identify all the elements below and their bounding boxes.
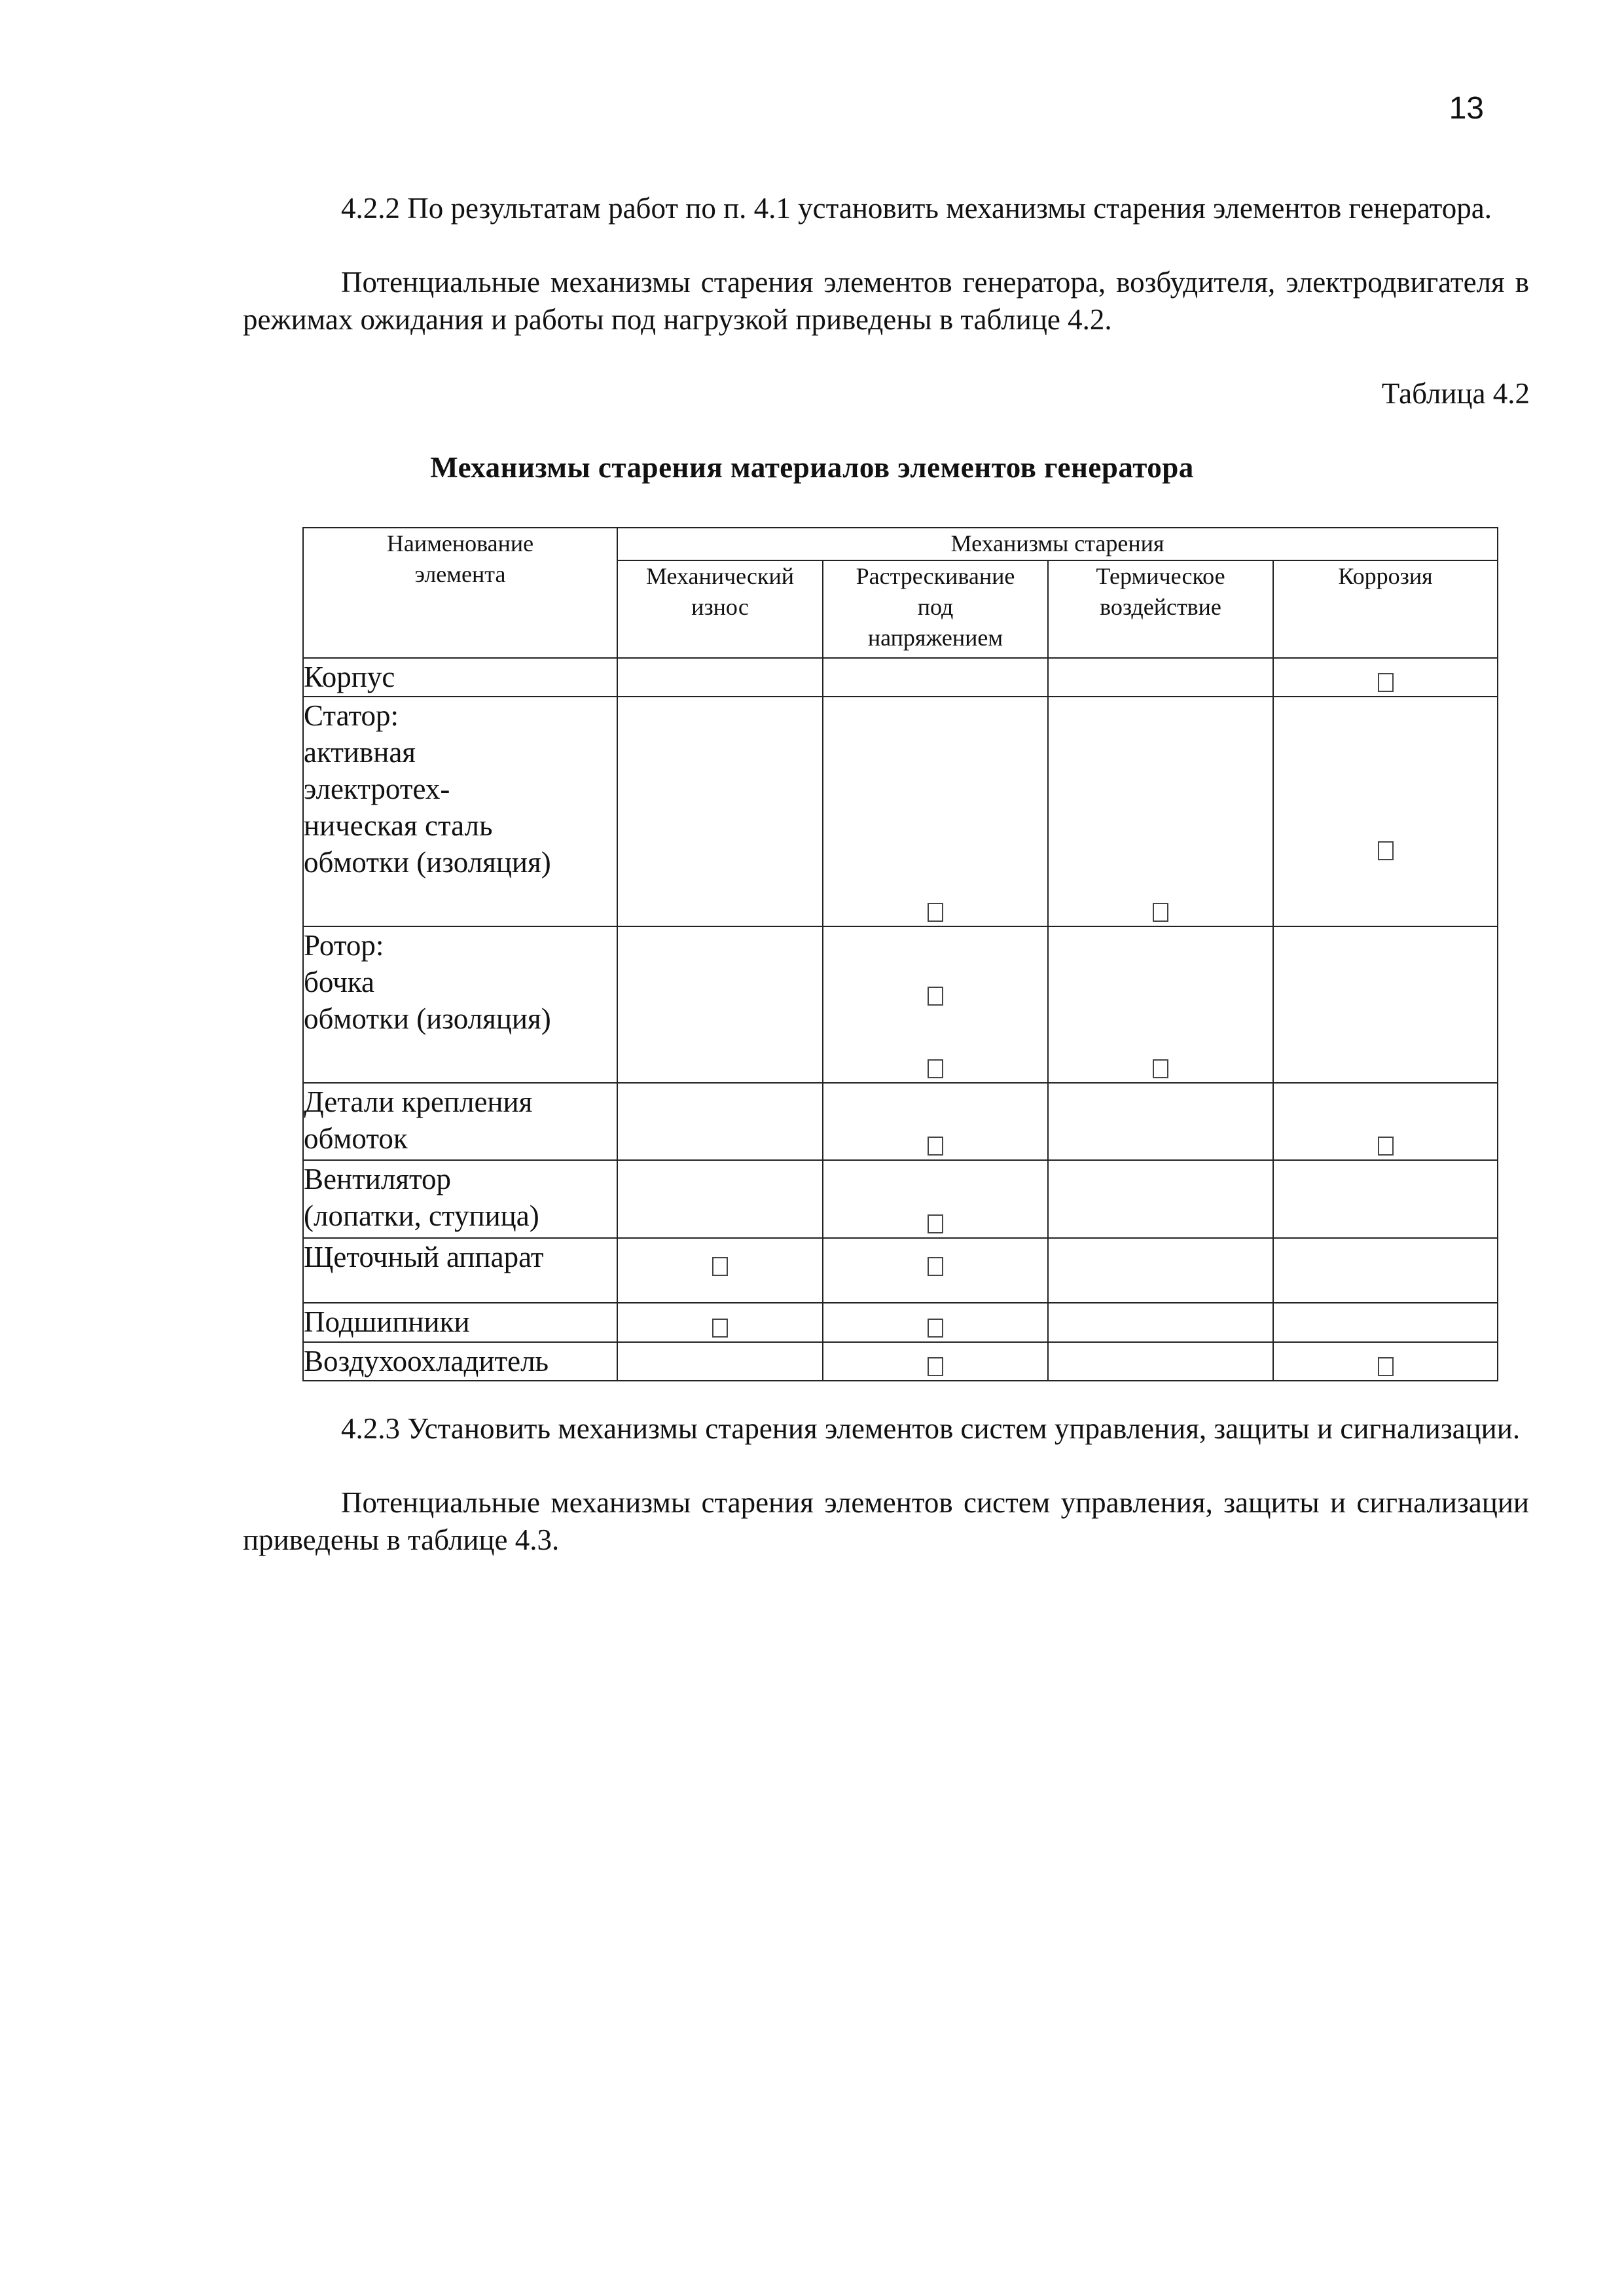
checkbox-icon: [1153, 1059, 1168, 1078]
aging-mechanisms-table: [302, 527, 1498, 1381]
checkbox-icon: [928, 1137, 943, 1156]
table-number: Таблица 4.2: [1381, 377, 1530, 410]
paragraph-potential-mechanisms-generator: Потенциальные механизмы старения элементов генератора, возбудителя, электродвигателя в режимах ожидания и работы под нагрузкой приведены в таблице 4.2.: [243, 266, 1529, 336]
checkbox-icon: [928, 1357, 943, 1376]
checkbox-icon: [1378, 1137, 1394, 1156]
checkbox-icon: [928, 1059, 943, 1078]
table-row: [303, 1083, 1498, 1160]
header-element-name: Наименование элемента: [303, 528, 617, 658]
header-aging-mechanisms: Механизмы старения: [617, 528, 1498, 560]
checkbox-icon: [928, 903, 943, 922]
table-header-row-1: [303, 528, 1498, 560]
row-name-winding-fasteners: Детали крепления обмоток: [303, 1083, 617, 1160]
paragraph-4-2-3: 4.2.3 Установить механизмы старения элементов систем управления, защиты и сигнализации.: [341, 1412, 1521, 1445]
checkbox-icon: [928, 1319, 943, 1338]
checkbox-icon: [1378, 841, 1394, 860]
row-name-bearings: Подшипники: [303, 1303, 617, 1342]
checkbox-icon: [1378, 673, 1394, 692]
checkbox-icon: [928, 1257, 943, 1276]
checkbox-icon: [1378, 1357, 1394, 1376]
table-row: [303, 1160, 1498, 1238]
table-row: [303, 658, 1498, 697]
checkbox-icon: [928, 1214, 943, 1233]
row-name-air-cooler: Воздухоохладитель: [303, 1342, 617, 1381]
checkbox-icon: [712, 1257, 728, 1276]
table-row: [303, 926, 1498, 1083]
row-name-fan: Вентилятор (лопатки, ступица): [303, 1160, 617, 1238]
header-corrosion: Коррозия: [1273, 560, 1498, 658]
header-stress-cracking: Растрескивание под напряжением: [823, 560, 1048, 658]
table-row: [303, 697, 1498, 926]
checkbox-icon: [928, 987, 943, 1006]
row-name-rotor: Ротор: бочка обмотки (изоляция): [303, 926, 617, 1083]
table-row: [303, 1238, 1498, 1303]
row-name-housing: Корпус: [303, 658, 617, 697]
page-number: 13: [1449, 91, 1484, 126]
paragraph-4-2-2: 4.2.2 По результатам работ по п. 4.1 установить механизмы старения элементов генератора.: [341, 192, 1492, 225]
row-name-brush-gear: Щеточный аппарат: [303, 1238, 617, 1303]
checkbox-icon: [1153, 903, 1168, 922]
checkbox-icon: [712, 1319, 728, 1338]
table-title: Механизмы старения материалов элементов генератора: [430, 451, 1194, 484]
header-mechanical-wear: Механический износ: [617, 560, 823, 658]
row-name-stator: Статор: активная электротех- ническая сталь обмотки (изоляция): [303, 697, 617, 926]
table-row: [303, 1342, 1498, 1381]
header-thermal-effect: Термическое воздействие: [1048, 560, 1273, 658]
paragraph-potential-mechanisms-control: Потенциальные механизмы старения элементов систем управления, защиты и сигнализации приведены в таблице 4.3.: [243, 1486, 1529, 1556]
table-row: [303, 1303, 1498, 1342]
